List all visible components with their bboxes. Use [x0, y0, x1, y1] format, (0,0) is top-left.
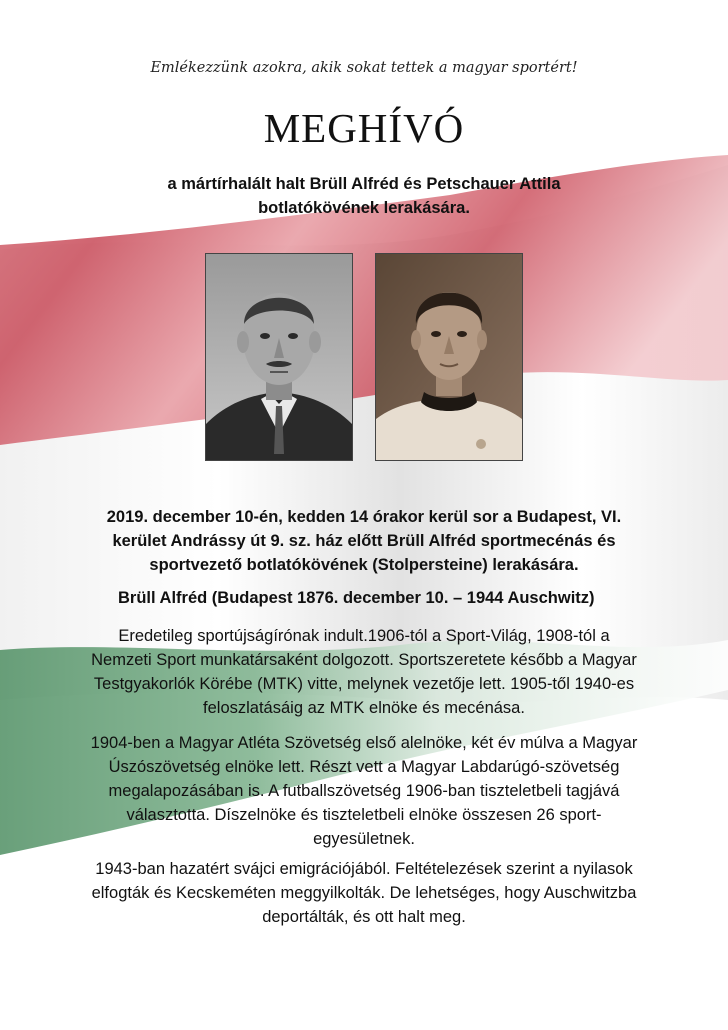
paragraph-line: megalapozásában is. A futballszövetség 1906-ban tiszteletbeli tagjává [108, 782, 620, 800]
paragraph-line: Nemzeti Sport munkatársaként dolgozott. Sportszeretete később a Magyar [91, 651, 637, 669]
tagline: Emlékezzünk azokra, akik sokat tettek a magyar sportért! [150, 60, 578, 76]
portrait-photo-icon [206, 254, 352, 460]
event-line: 2019. december 10-én, kedden 14 órakor kerül sor a Budapest, VI. [106, 508, 622, 526]
subtitle [60, 172, 668, 220]
event-announcement [62, 505, 666, 577]
paragraph-line: feloszlatásáig az MTK elnöke és mecénása. [203, 699, 525, 717]
paragraph-line: elfogták és Kecskeméten meggyilkolták. De lehetséges, hogy Auschwitzba [91, 884, 637, 902]
paragraph-line: Testgyakorlók Körébe (MTK) vitte, melynek vezetője lett. 1905-től 1940-es [93, 675, 635, 693]
event-line: sportvezető botlatókövének (Stolpersteine) lerakására. [149, 556, 579, 574]
portrait-photo-icon [376, 254, 522, 460]
subtitle-line: botlatókövének lerakására. [258, 199, 470, 217]
paragraph-line: választotta. Díszelnöke és tiszteletbeli elnöke összesen 26 sport- [126, 806, 602, 824]
biography-heading: Brüll Alfréd (Budapest 1876. december 10. – 1944 Auschwitz) [118, 589, 595, 607]
paragraph-line: Úszószövetség elnöke lett. Részt vett a Magyar Labdarúgó-szövetség [108, 758, 620, 776]
photo-petschauer-attila [375, 253, 523, 461]
paragraph-line: egyesületnek. [313, 830, 415, 848]
photo-brull-alfred [205, 253, 353, 461]
biography-paragraph [48, 624, 680, 720]
paragraph-line: Eredetileg sportújságírónak indult.1906-tól a Sport-Világ, 1908-tól a [118, 627, 610, 645]
event-line: kerület Andrássy út 9. sz. ház előtt Brüll Alfréd sportmecénás és [112, 532, 616, 550]
page-title: MEGHÍVÓ [263, 105, 465, 151]
paragraph-line: deportálták, és ott halt meg. [262, 908, 466, 926]
subtitle-line: a mártírhalált halt Brüll Alfréd és Petschauer Attila [167, 175, 561, 193]
biography-paragraph [48, 857, 680, 929]
biography-paragraph [48, 731, 680, 851]
paragraph-line: 1904-ben a Magyar Atléta Szövetség első alelnöke, két év múlva a Magyar [90, 734, 638, 752]
paragraph-line: 1943-ban hazatért svájci emigrációjából. Feltételezések szerint a nyilasok [95, 860, 633, 878]
